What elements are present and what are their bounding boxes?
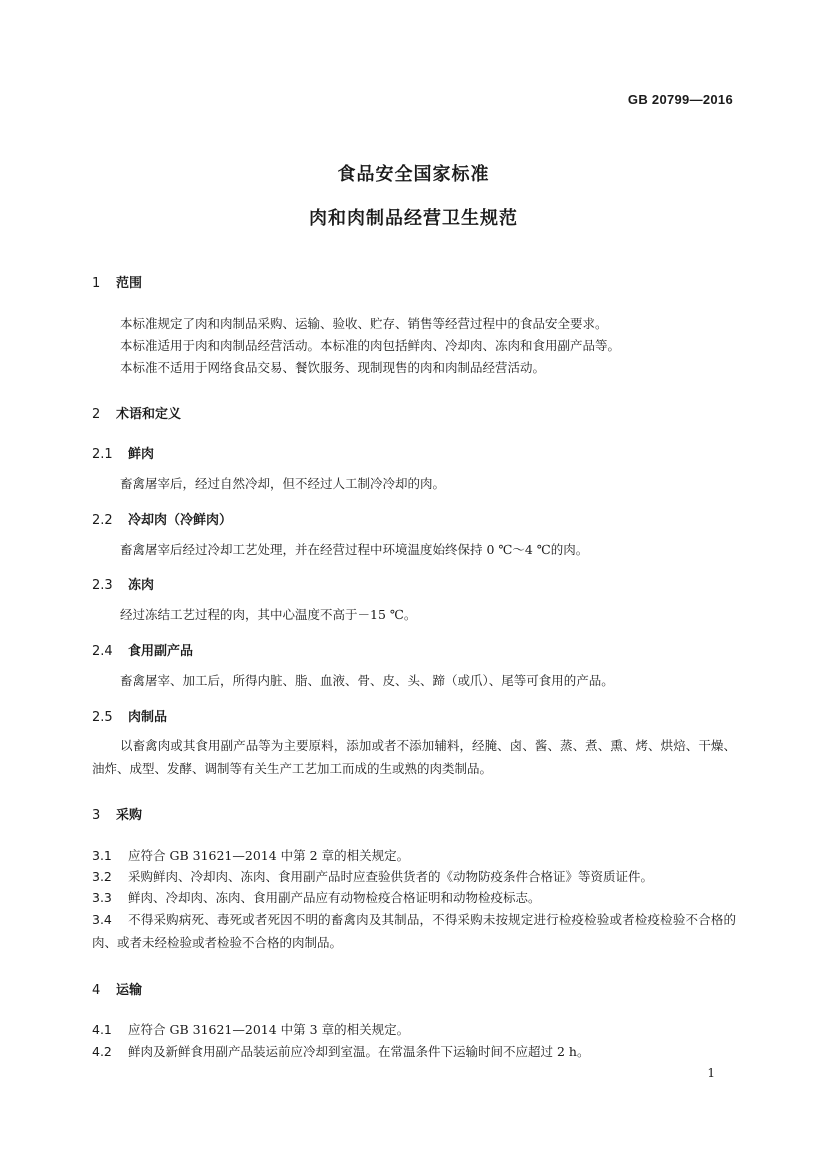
term-2-4-heading	[92, 640, 193, 659]
term-2-3-heading	[92, 574, 154, 593]
clause-number: 3.3	[92, 890, 112, 905]
term-title: 冷却肉（冷鲜肉）	[128, 513, 233, 528]
term-definition: 经过冻结工艺过程的肉，其中心温度不高于－15 ℃。	[120, 607, 417, 622]
scope-paragraph: 本标准规定了肉和肉制品采购、运输、验收、贮存、销售等经营过程中的食品安全要求。	[120, 316, 608, 331]
section-title: 采购	[116, 808, 143, 823]
clause-text: 应符合 GB 31621—2014 中第 2 章的相关规定。	[128, 848, 410, 863]
clause-text: 鲜肉、冷却肉、冻肉、食用副产品应有动物检疫合格证明和动物检疫标志。	[128, 890, 541, 905]
term-number: 2.4	[92, 644, 113, 659]
term-title: 鲜肉	[128, 447, 155, 462]
clause-3-2	[92, 866, 653, 888]
term-number: 2.3	[92, 578, 113, 593]
term-number: 2.5	[92, 710, 113, 725]
clause-number: 4.2	[92, 1044, 112, 1059]
clause-4-2	[92, 1041, 589, 1063]
document-subtitle: 肉和肉制品经营卫生规范	[309, 208, 518, 229]
term-definition: 畜禽屠宰后经过冷却工艺处理，并在经营过程中环境温度始终保持 0 ℃～4 ℃的肉。	[120, 542, 589, 557]
clause-number: 3.2	[92, 869, 112, 884]
section-4-heading	[92, 979, 142, 998]
section-title: 范围	[116, 276, 143, 291]
term-definition: 畜禽屠宰、加工后，所得内脏、脂、血液、骨、皮、头、蹄（或爪）、尾等可食用的产品。	[120, 673, 614, 688]
clause-number: 3.1	[92, 848, 112, 863]
section-1-heading	[92, 272, 142, 291]
clause-text: 应符合 GB 31621—2014 中第 3 章的相关规定。	[128, 1022, 410, 1037]
term-2-5-heading	[92, 706, 167, 725]
section-title: 运输	[116, 983, 143, 998]
term-definition: 畜禽屠宰后，经过自然冷却，但不经过人工制冷冷却的肉。	[120, 476, 446, 491]
clause-text: 鲜肉及新鲜食用副产品装运前应冷却到室温。在常温条件下运输时间不应超过 2 h。	[128, 1044, 590, 1059]
section-number: 4	[92, 983, 101, 998]
term-definition: 以畜禽肉或其食用副产品等为主要原料，添加或者不添加辅料，经腌、卤、酱、蒸、煮、熏、烤、烘焙、干燥、油炸、成型、发酵、调制等有关生产工艺加工而成的生或熟的肉类制品。	[92, 738, 736, 776]
clause-number: 3.4	[92, 912, 112, 927]
clause-4-1	[92, 1019, 409, 1041]
section-number: 1	[92, 276, 101, 291]
scope-paragraph: 本标准适用于肉和肉制品经营活动。本标准的肉包括鲜肉、冷却肉、冻肉和食用副产品等。	[120, 338, 621, 353]
term-2-2-heading	[92, 509, 232, 528]
section-2-heading	[92, 403, 181, 422]
scope-paragraph: 本标准不适用于网络食品交易、餐饮服务、现制现售的肉和肉制品经营活动。	[120, 360, 546, 375]
section-title: 术语和定义	[116, 407, 182, 422]
term-2-1-heading	[92, 443, 154, 462]
clause-3-4	[92, 908, 736, 954]
section-3-heading	[92, 804, 142, 823]
clause-3-1	[92, 845, 409, 867]
section-number: 3	[92, 808, 101, 823]
term-title: 冻肉	[128, 578, 155, 593]
clause-text: 采购鲜肉、冷却肉、冻肉、食用副产品时应查验供货者的《动物防疫条件合格证》等资质证件。	[128, 869, 654, 884]
page-number: 1	[707, 1066, 715, 1080]
clause-3-3	[92, 887, 541, 909]
section-number: 2	[92, 407, 101, 422]
clause-number: 4.1	[92, 1022, 112, 1037]
document-title: 食品安全国家标准	[337, 164, 490, 185]
term-number: 2.1	[92, 447, 113, 462]
clause-text: 不得采购病死、毒死或者死因不明的畜禽肉及其制品，不得采购未按规定进行检疫检验或者检疫检验不合格的肉、或者未经检验或者检验不合格的肉制品。	[92, 912, 736, 950]
term-number: 2.2	[92, 513, 113, 528]
standard-code: GB 20799—2016	[627, 92, 733, 107]
term-title: 肉制品	[128, 710, 168, 725]
term-title: 食用副产品	[128, 644, 194, 659]
